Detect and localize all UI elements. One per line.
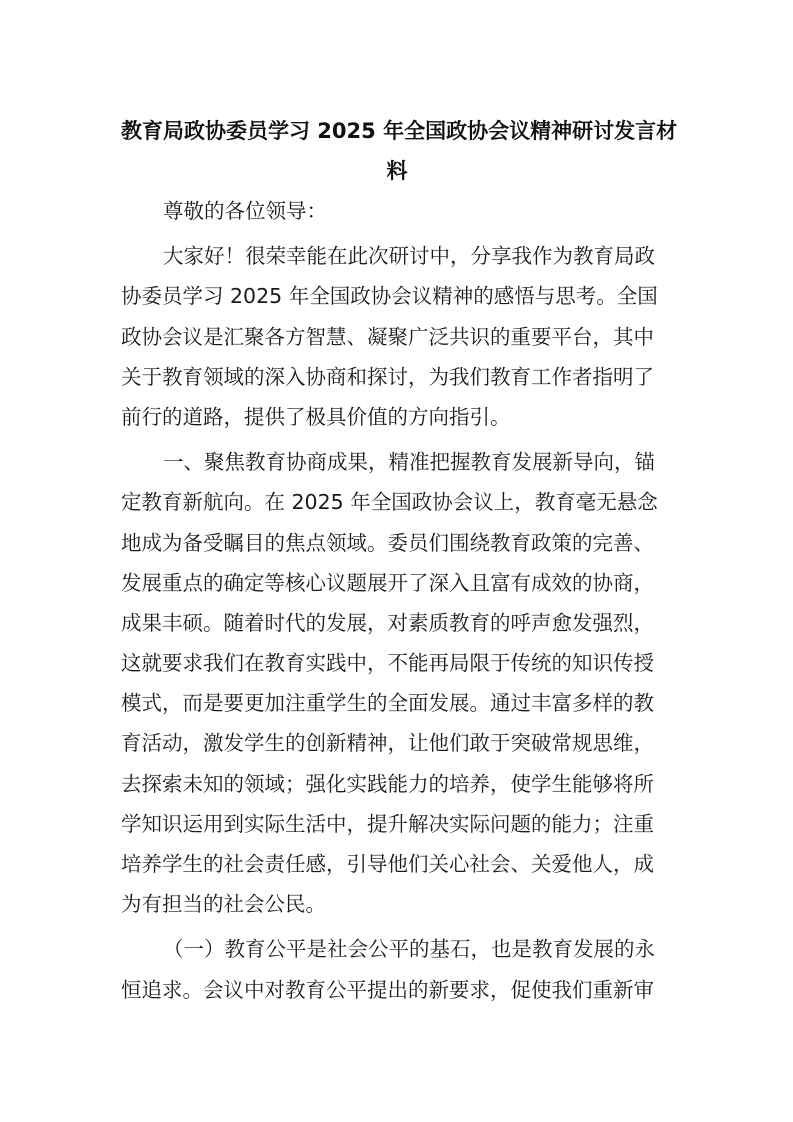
text-line: 前行的道路，提供了极具价值的方向指引。 (121, 404, 511, 429)
text-line: 学知识运用到实际生活中，提升解决实际问题的能力；注重 (121, 811, 654, 836)
text-line: 大家好！很荣幸能在此次研讨中，分享我作为教育局政 (163, 244, 655, 269)
text-line: 协委员学习 2025 年全国政协会议精神的感悟与思考。全国 (121, 284, 658, 309)
text-line: 关于教育领域的深入协商和探讨，为我们教育工作者指明了 (121, 364, 654, 389)
text-line: 育活动，激发学生的创新精神，让他们敢于突破常规思维， (121, 731, 654, 756)
paragraph-section-1 (121, 442, 681, 924)
text-line: 成果丰硕。随着时代的发展，对素质教育的呼声愈发强烈， (121, 610, 654, 635)
text-line: 一、聚焦教育协商成果，精准把握教育发展新导向，锚 (163, 450, 655, 475)
paragraph-subsection-1-1 (121, 929, 681, 1009)
text-line: 定教育新航向。在 2025 年全国政协会议上，教育毫无悬念 (121, 490, 658, 515)
paragraph-intro (121, 236, 681, 437)
text-line: 发展重点的确定等核心议题展开了深入且富有成效的协商， (121, 570, 654, 595)
text-line: （一）教育公平是社会公平的基石，也是教育发展的永 (163, 937, 655, 962)
text-line: 这就要求我们在教育实践中，不能再局限于传统的知识传授 (121, 651, 654, 676)
document-title (121, 111, 678, 191)
text-line: 恒追求。会议中对教育公平提出的新要求，促使我们重新审 (121, 977, 654, 1002)
salutation-text: 尊敬的各位领导： (163, 199, 327, 223)
text-line: 政协会议是汇聚各方智慧、凝聚广泛共识的重要平台，其中 (121, 324, 654, 349)
title-line-1: 教育局政协委员学习 2025 年全国政协会议精神研讨发言材 (121, 119, 678, 143)
text-line: 地成为备受瞩目的焦点领域。委员们围绕教育政策的完善、 (121, 530, 654, 555)
text-line: 培养学生的社会责任感，引导他们关心社会、关爱他人，成 (121, 852, 654, 876)
text-line: 模式，而是要更加注重学生的全面发展。通过丰富多样的教 (121, 691, 654, 716)
text-line: 为有担当的社会公民。 (121, 892, 326, 917)
salutation (121, 191, 681, 231)
text-line: 去探索未知的领域；强化实践能力的培养，使学生能够将所 (121, 771, 654, 796)
title-line-2: 料 (386, 159, 408, 183)
document-body (121, 191, 681, 1015)
